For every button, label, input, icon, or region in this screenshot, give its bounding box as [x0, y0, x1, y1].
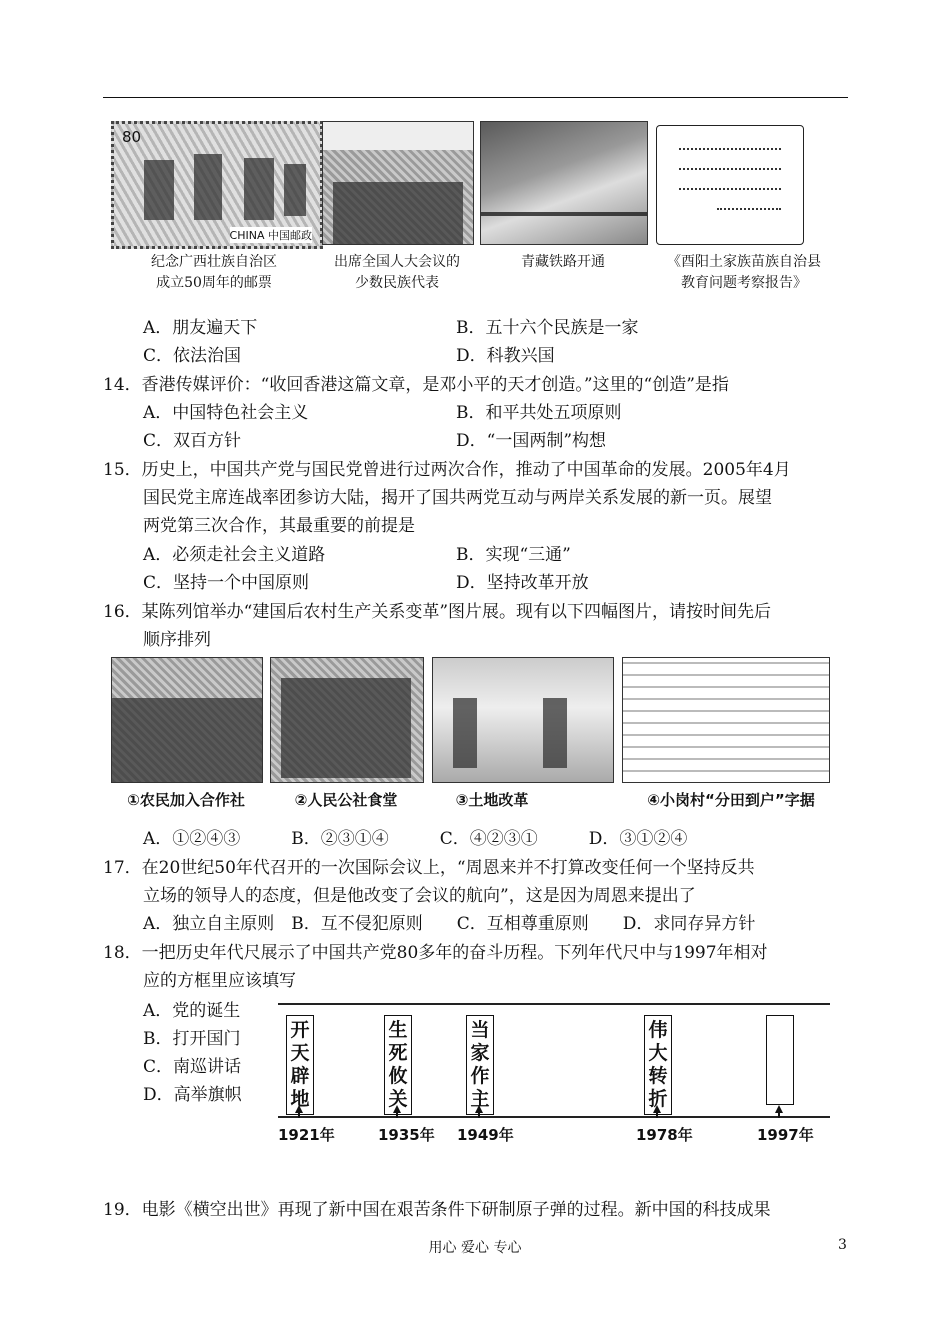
q13-option-d: D．科教兴国 [456, 346, 555, 366]
q14-option-a: A．中国特色社会主义 [143, 403, 309, 423]
q13-option-a: A．朋友遍天下 [143, 318, 258, 338]
q14-option-c: C．双百方针 [143, 431, 242, 451]
timeline-bottom-rule [278, 1116, 830, 1118]
timeline-box-1997-blank [766, 1015, 794, 1105]
q16-stem-line2: 顺序排列 [143, 630, 211, 650]
timeline-box-1949: 当家作主 [466, 1015, 494, 1115]
timeline-arrow-1978 [653, 1105, 661, 1113]
timeline-year-1921: 1921年 [278, 1126, 335, 1144]
timeline-box-1978: 伟大转折 [644, 1015, 672, 1115]
q14-stem: 14．香港传媒评价：“收回香港这篇文章，是邓小平的天才创造。”这里的“创造”是指 [103, 375, 729, 395]
railway-photo [480, 121, 648, 245]
q13-option-b: B．五十六个民族是一家 [456, 318, 639, 338]
header-rule [103, 97, 848, 98]
q17-options: A．独立自主原则 B．互不侵犯原则 C．互相尊重原则 D．求同存异方针 [143, 914, 756, 934]
caption-reps-line2: 少数民族代表 [355, 275, 439, 291]
land-reform-photo [432, 657, 614, 783]
cooperative-photo [111, 657, 263, 783]
q16-caption-3: ③土地改革 [455, 791, 529, 809]
q16-options: A．①②④③ B．②③①④ C．④②③① D．③①②④ [143, 829, 688, 849]
q17-stem-line1: 17．在20世纪50年代召开的一次国际会议上，“周恩来并不打算改变任何一个坚持反共 [103, 858, 755, 878]
representatives-photo [322, 121, 474, 245]
q17-stem-line2: 立场的领导人的态度，但是他改变了会议的航向”，这是因为周恩来提出了 [143, 886, 696, 906]
caption-reps-line1: 出席全国人大会议的 [334, 254, 460, 270]
q15-stem-line3: 两党第三次合作，其最重要的前提是 [143, 516, 415, 536]
timeline-year-1997: 1997年 [757, 1126, 814, 1144]
timeline-year-1978: 1978年 [636, 1126, 693, 1144]
q18-stem-line2: 应的方框里应该填写 [143, 971, 296, 991]
caption-report-line1: 《酉阳土家族苗族自治县 [667, 254, 821, 270]
timeline-arrow-1921 [295, 1105, 303, 1113]
q15-option-a: A．必须走社会主义道路 [143, 545, 326, 565]
timeline-arrow-1997 [775, 1105, 783, 1113]
q16-caption-2: ②人民公社食堂 [294, 791, 398, 809]
caption-stamp-line1: 纪念广西壮族自治区 [151, 254, 277, 270]
commune-canteen-photo [270, 657, 424, 783]
q18-option-c: C．南巡讲话 [143, 1057, 242, 1077]
stamp-image [111, 121, 323, 249]
q18-option-d: D．高举旗帜 [143, 1085, 242, 1105]
q15-option-b: B．实现“三通” [456, 545, 571, 565]
timeline-year-1935: 1935年 [378, 1126, 435, 1144]
page-number: 3 [838, 1237, 847, 1253]
timeline-year-1949: 1949年 [457, 1126, 514, 1144]
xiaogang-document-photo [622, 657, 830, 783]
caption-report-line2: 教育问题考察报告》 [681, 275, 807, 291]
timeline-top-rule [278, 1003, 830, 1005]
stamp-value: 80 [122, 128, 142, 146]
q18-stem-line1: 18．一把历史年代尺展示了中国共产党80多年的奋斗历程。下列年代尺中与1997年相对 [103, 943, 768, 963]
q16-caption-1: ①农民加入合作社 [127, 791, 245, 809]
q15-option-d: D．坚持改革开放 [456, 573, 589, 593]
q14-option-b: B．和平共处五项原则 [456, 403, 622, 423]
stamp-text: CHINA 中国邮政 [229, 229, 312, 242]
q18-option-b: B．打开国门 [143, 1029, 241, 1049]
report-scroll-image [656, 125, 804, 245]
q14-option-d: D．“一国两制”构想 [456, 431, 607, 451]
q15-option-c: C．坚持一个中国原则 [143, 573, 310, 593]
timeline-arrow-1949 [475, 1105, 483, 1113]
caption-railway: 青藏铁路开通 [521, 254, 605, 270]
q16-stem-line1: 16．某陈列馆举办“建国后农村生产关系变革”图片展。现有以下四幅图片，请按时间先后 [103, 602, 772, 622]
q13-option-c: C．依法治国 [143, 346, 242, 366]
q15-stem-line1: 15．历史上，中国共产党与国民党曾进行过两次合作，推动了中国革命的发展。2005年4月 [103, 460, 791, 480]
footer-motto: 用心 爱心 专心 [428, 1240, 522, 1256]
q16-caption-4: ④小岗村“分田到户”字据 [647, 791, 815, 809]
timeline-arrow-1935 [393, 1105, 401, 1113]
timeline-box-1921: 开天辟地 [286, 1015, 314, 1115]
q18-option-a: A．党的诞生 [143, 1001, 241, 1021]
caption-stamp-line2: 成立50周年的邮票 [156, 275, 272, 291]
q19-stem-line1: 19．电影《横空出世》再现了新中国在艰苦条件下研制原子弹的过程。新中国的科技成果 [103, 1200, 771, 1220]
timeline-box-1935: 生死攸关 [384, 1015, 412, 1115]
q15-stem-line2: 国民党主席连战率团参访大陆，揭开了国共两党互动与两岸关系发展的新一页。展望 [143, 488, 772, 508]
